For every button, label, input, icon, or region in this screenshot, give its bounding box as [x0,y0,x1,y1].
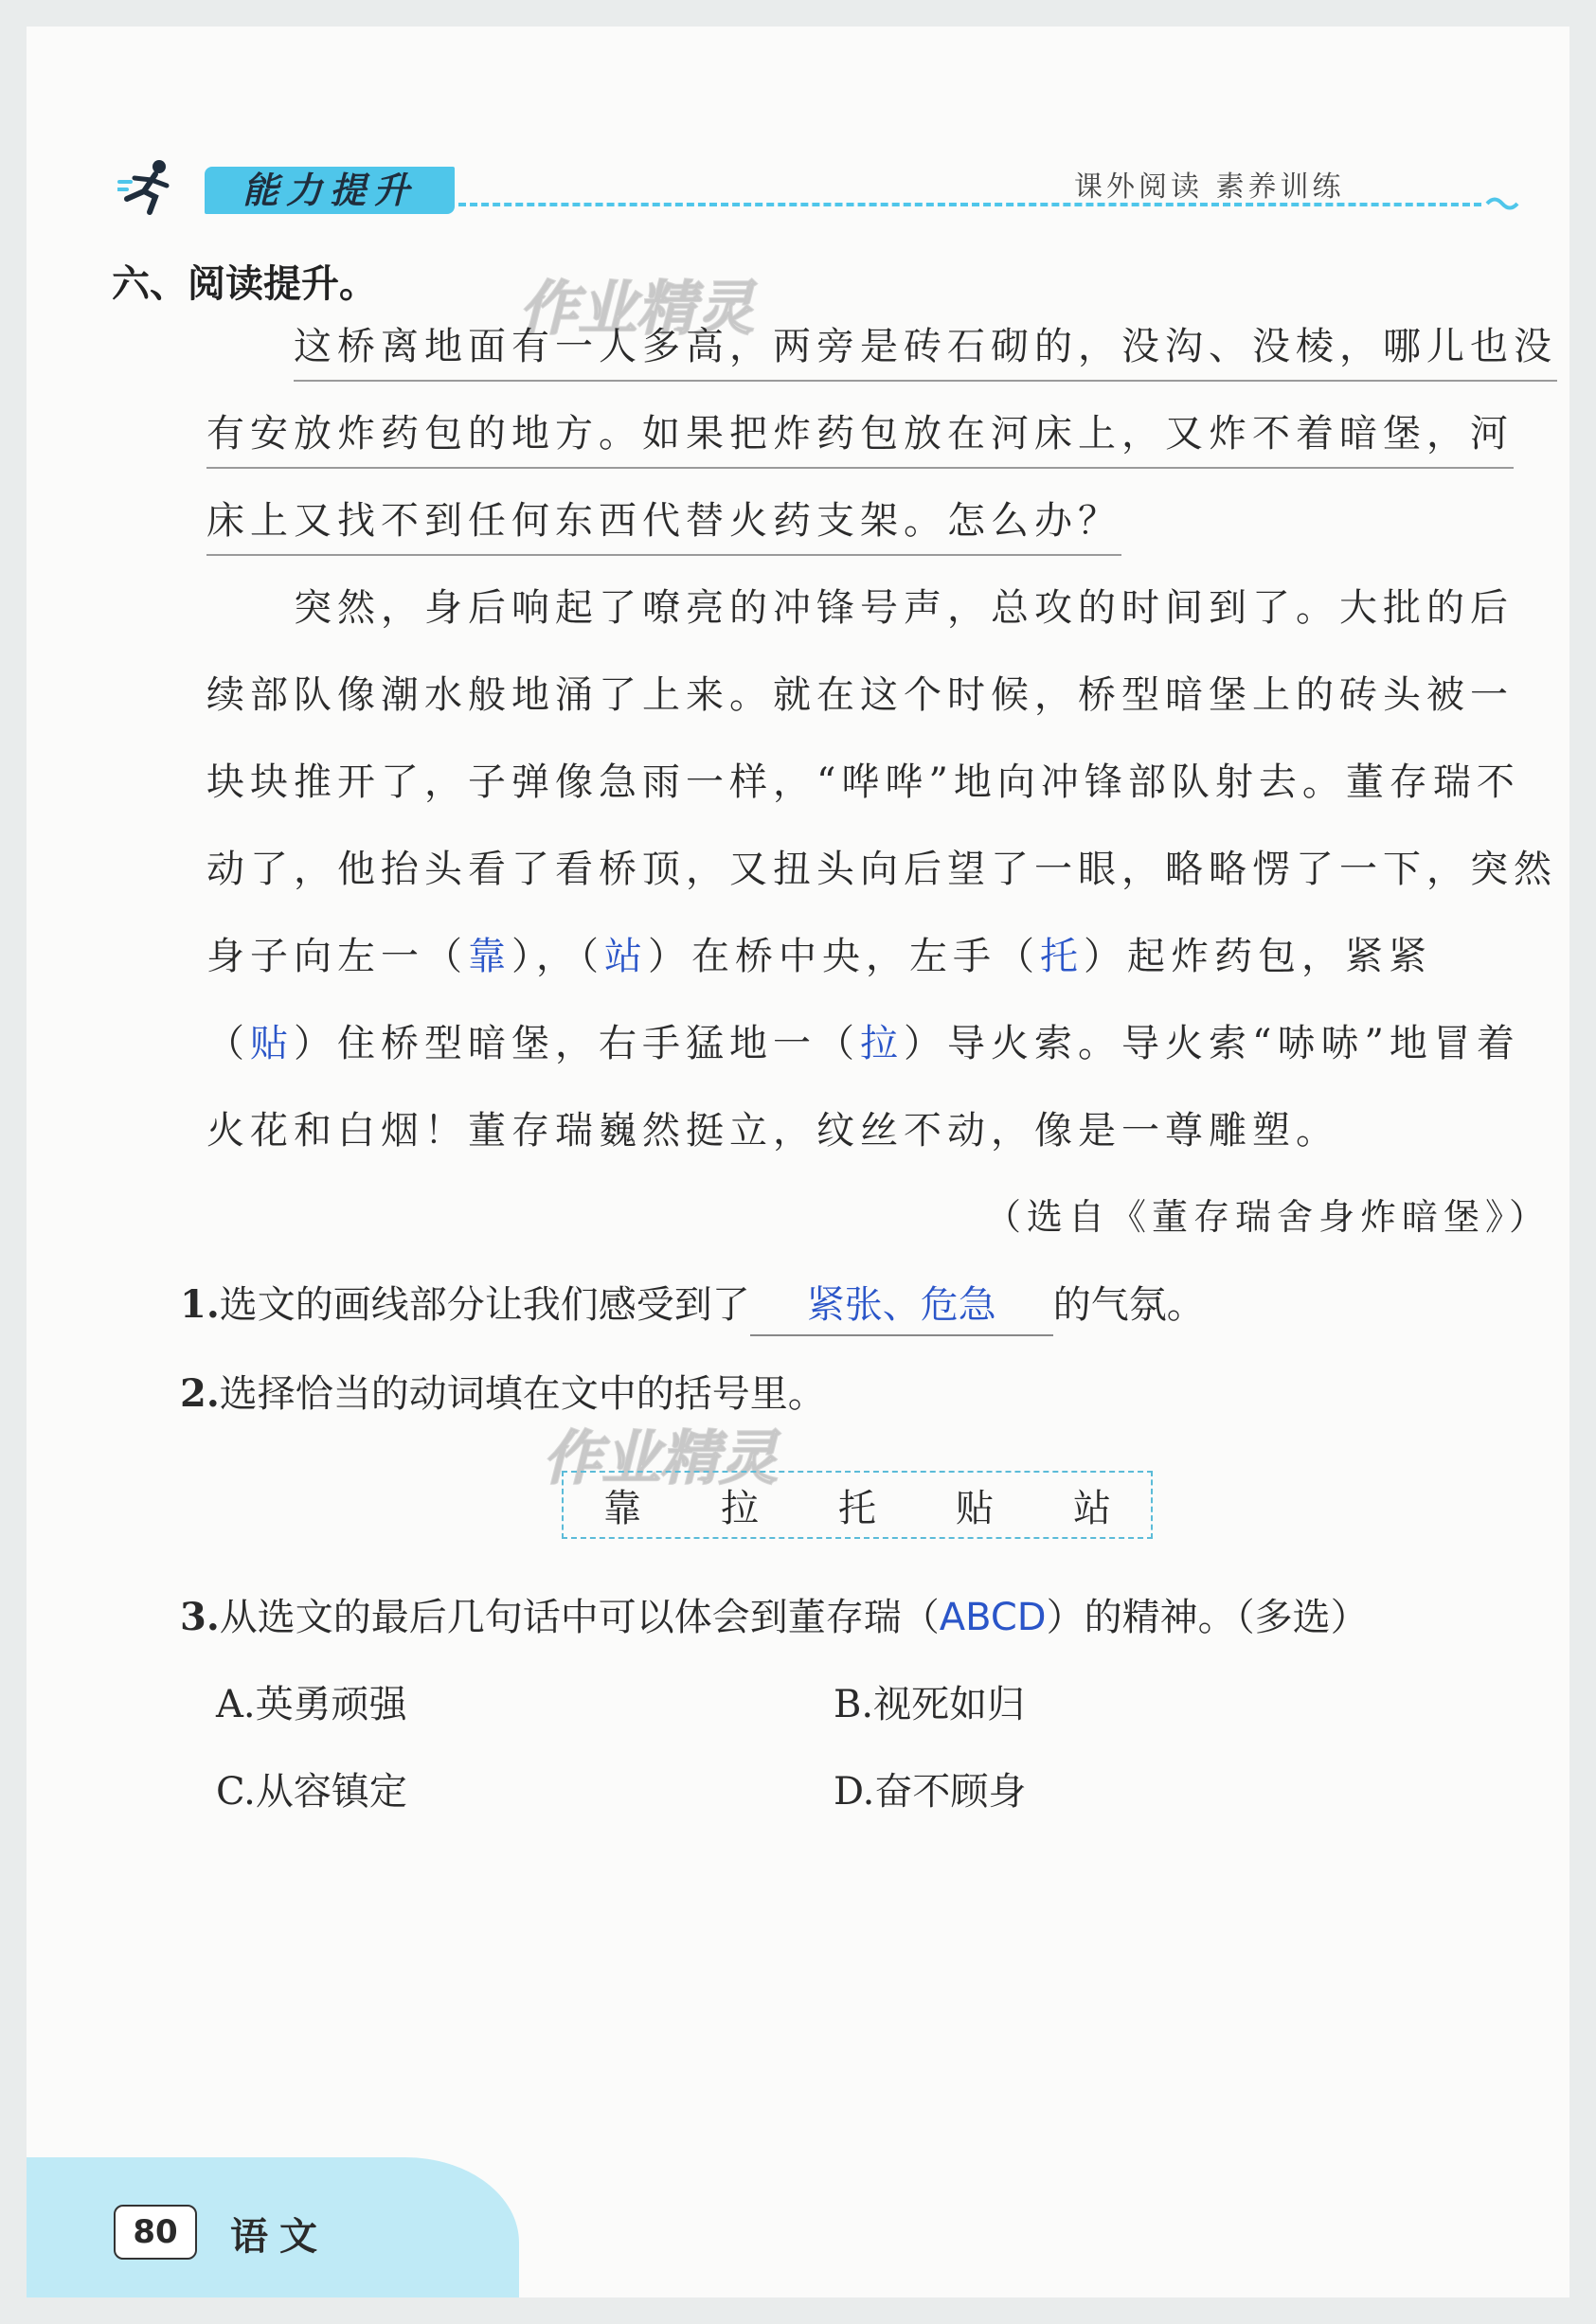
section-title: 六、阅读提升。 [112,262,377,306]
passage-line-with-blanks: 身子向左一（靠），（站）在桥中央，左手（托）起炸药包，紧紧 [206,935,1432,978]
passage-line: 床上又找不到任何东西代替火药支架。怎么办？ [206,491,1121,556]
answer-blank: 拉 [860,1022,904,1065]
word-option: 贴 [956,1486,994,1530]
answer-blank: 靠 [468,935,511,978]
header-subtitle: 课外阅读 素养训练 [1074,170,1345,204]
workbook-page [27,27,1569,2297]
page-number: 80 [114,2205,197,2260]
passage-line: 突然，身后响起了嘹亮的冲锋号声，总攻的时间到了。大批的后 [294,586,1514,630]
passage-source: （选自《董存瑞舍身炸暗堡》） [985,1196,1551,1238]
question-2: 2.选择恰当的动词填在文中的括号里。 [180,1371,826,1416]
runner-icon [117,157,180,216]
passage-line: 这桥离地面有一人多高，两旁是砖石砌的，没沟、没棱，哪儿也没 [294,316,1557,382]
option-c: C.从容镇定 [216,1770,407,1814]
option-d: D.奋不顾身 [834,1770,1027,1814]
word-bank [562,1471,1153,1539]
question-1: 1.选文的画线部分让我们感受到了 紧张、危急 的气氛。 [180,1275,1205,1336]
header-divider [458,203,1481,206]
answer-blank: 站 [604,935,648,978]
word-option: 拉 [721,1486,759,1530]
option-a: A.英勇顽强 [216,1683,407,1726]
subject-label: 语文 [230,2215,329,2259]
passage-line: 块块推开了，子弹像急雨一样，“哗哗”地向冲锋部队射去。董存瑞不 [206,760,1520,804]
answer-blank: 贴 [250,1022,294,1065]
answer-blank: 托 [1040,935,1084,978]
passage-line: 续部队像潮水般地涌了上来。就在这个时候，桥型暗堡上的砖头被一 [206,673,1514,717]
answer-blank: 紧张、危急 [750,1275,1053,1336]
word-option: 托 [838,1486,876,1530]
question-3: 3.从选文的最后几句话中可以体会到董存瑞（ABCD）的精神。（多选） [180,1595,1369,1639]
watermark: 作业精灵 [543,1423,779,1493]
option-b: B.视死如归 [834,1683,1026,1726]
passage-line: 动了，他抬头看了看桥顶，又扭头向后望了一眼，略略愣了一下，突然 [206,848,1557,891]
word-option: 靠 [603,1486,641,1530]
passage-line: 火花和白烟！董存瑞巍然挺立，纹丝不动，像是一尊雕塑。 [206,1109,1339,1153]
passage-line: 有安放炸药包的地方。如果把炸药包放在河床上，又炸不着暗堡，河 [206,403,1514,469]
passage-line-with-blanks: （贴）住桥型暗堡，右手猛地一（拉）导火索。导火索“哧哧”地冒着 [206,1022,1520,1065]
word-option: 站 [1073,1486,1111,1530]
ability-badge: 能力提升 [205,167,455,214]
arrow-ornament-icon [1483,193,1521,214]
answer-blank: ABCD [939,1596,1047,1639]
section-header [117,129,1519,214]
watermark: 作业精灵 [519,274,755,343]
